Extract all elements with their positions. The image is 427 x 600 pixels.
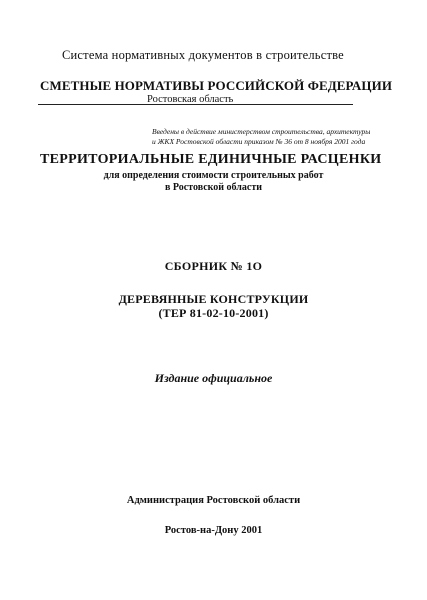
section-heading: [0, 292, 427, 320]
section-code: (ТЕР 81-02-10-2001): [158, 306, 269, 320]
place-year: Ростов-на-Дону 2001: [164, 525, 263, 536]
system-title: Система нормативных документов в строительстве: [62, 48, 344, 62]
document-subtitle: [0, 170, 427, 193]
header-divider: [38, 104, 353, 105]
region-label: Ростовская область: [147, 94, 234, 105]
collection-number: СБОРНИК № 1О: [164, 259, 263, 273]
publisher: Администрация Ростовской области: [126, 495, 301, 506]
subtitle-line-1: для определения стоимости строительных работ: [103, 170, 324, 181]
decree-line-1: Введены в действие министерством строительства, архитектуры: [152, 127, 371, 136]
document-title: ТЕРРИТОРИАЛЬНЫЕ ЕДИНИЧНЫЕ РАСЦЕНКИ: [40, 152, 382, 167]
edition-label: Издание официальное: [154, 371, 273, 385]
subtitle-line-2: в Ростовской области: [164, 181, 263, 193]
decree-line-2: и ЖКХ Ростовской области приказом № 36 от 8 ноября 2001 года: [152, 137, 366, 146]
decree-note: [152, 127, 392, 147]
series-title: СМЕТНЫЕ НОРМАТИВЫ РОССИЙСКОЙ ФЕДЕРАЦИИ: [40, 78, 393, 93]
section-name: ДЕРЕВЯННЫЕ КОНСТРУКЦИИ: [118, 292, 309, 306]
